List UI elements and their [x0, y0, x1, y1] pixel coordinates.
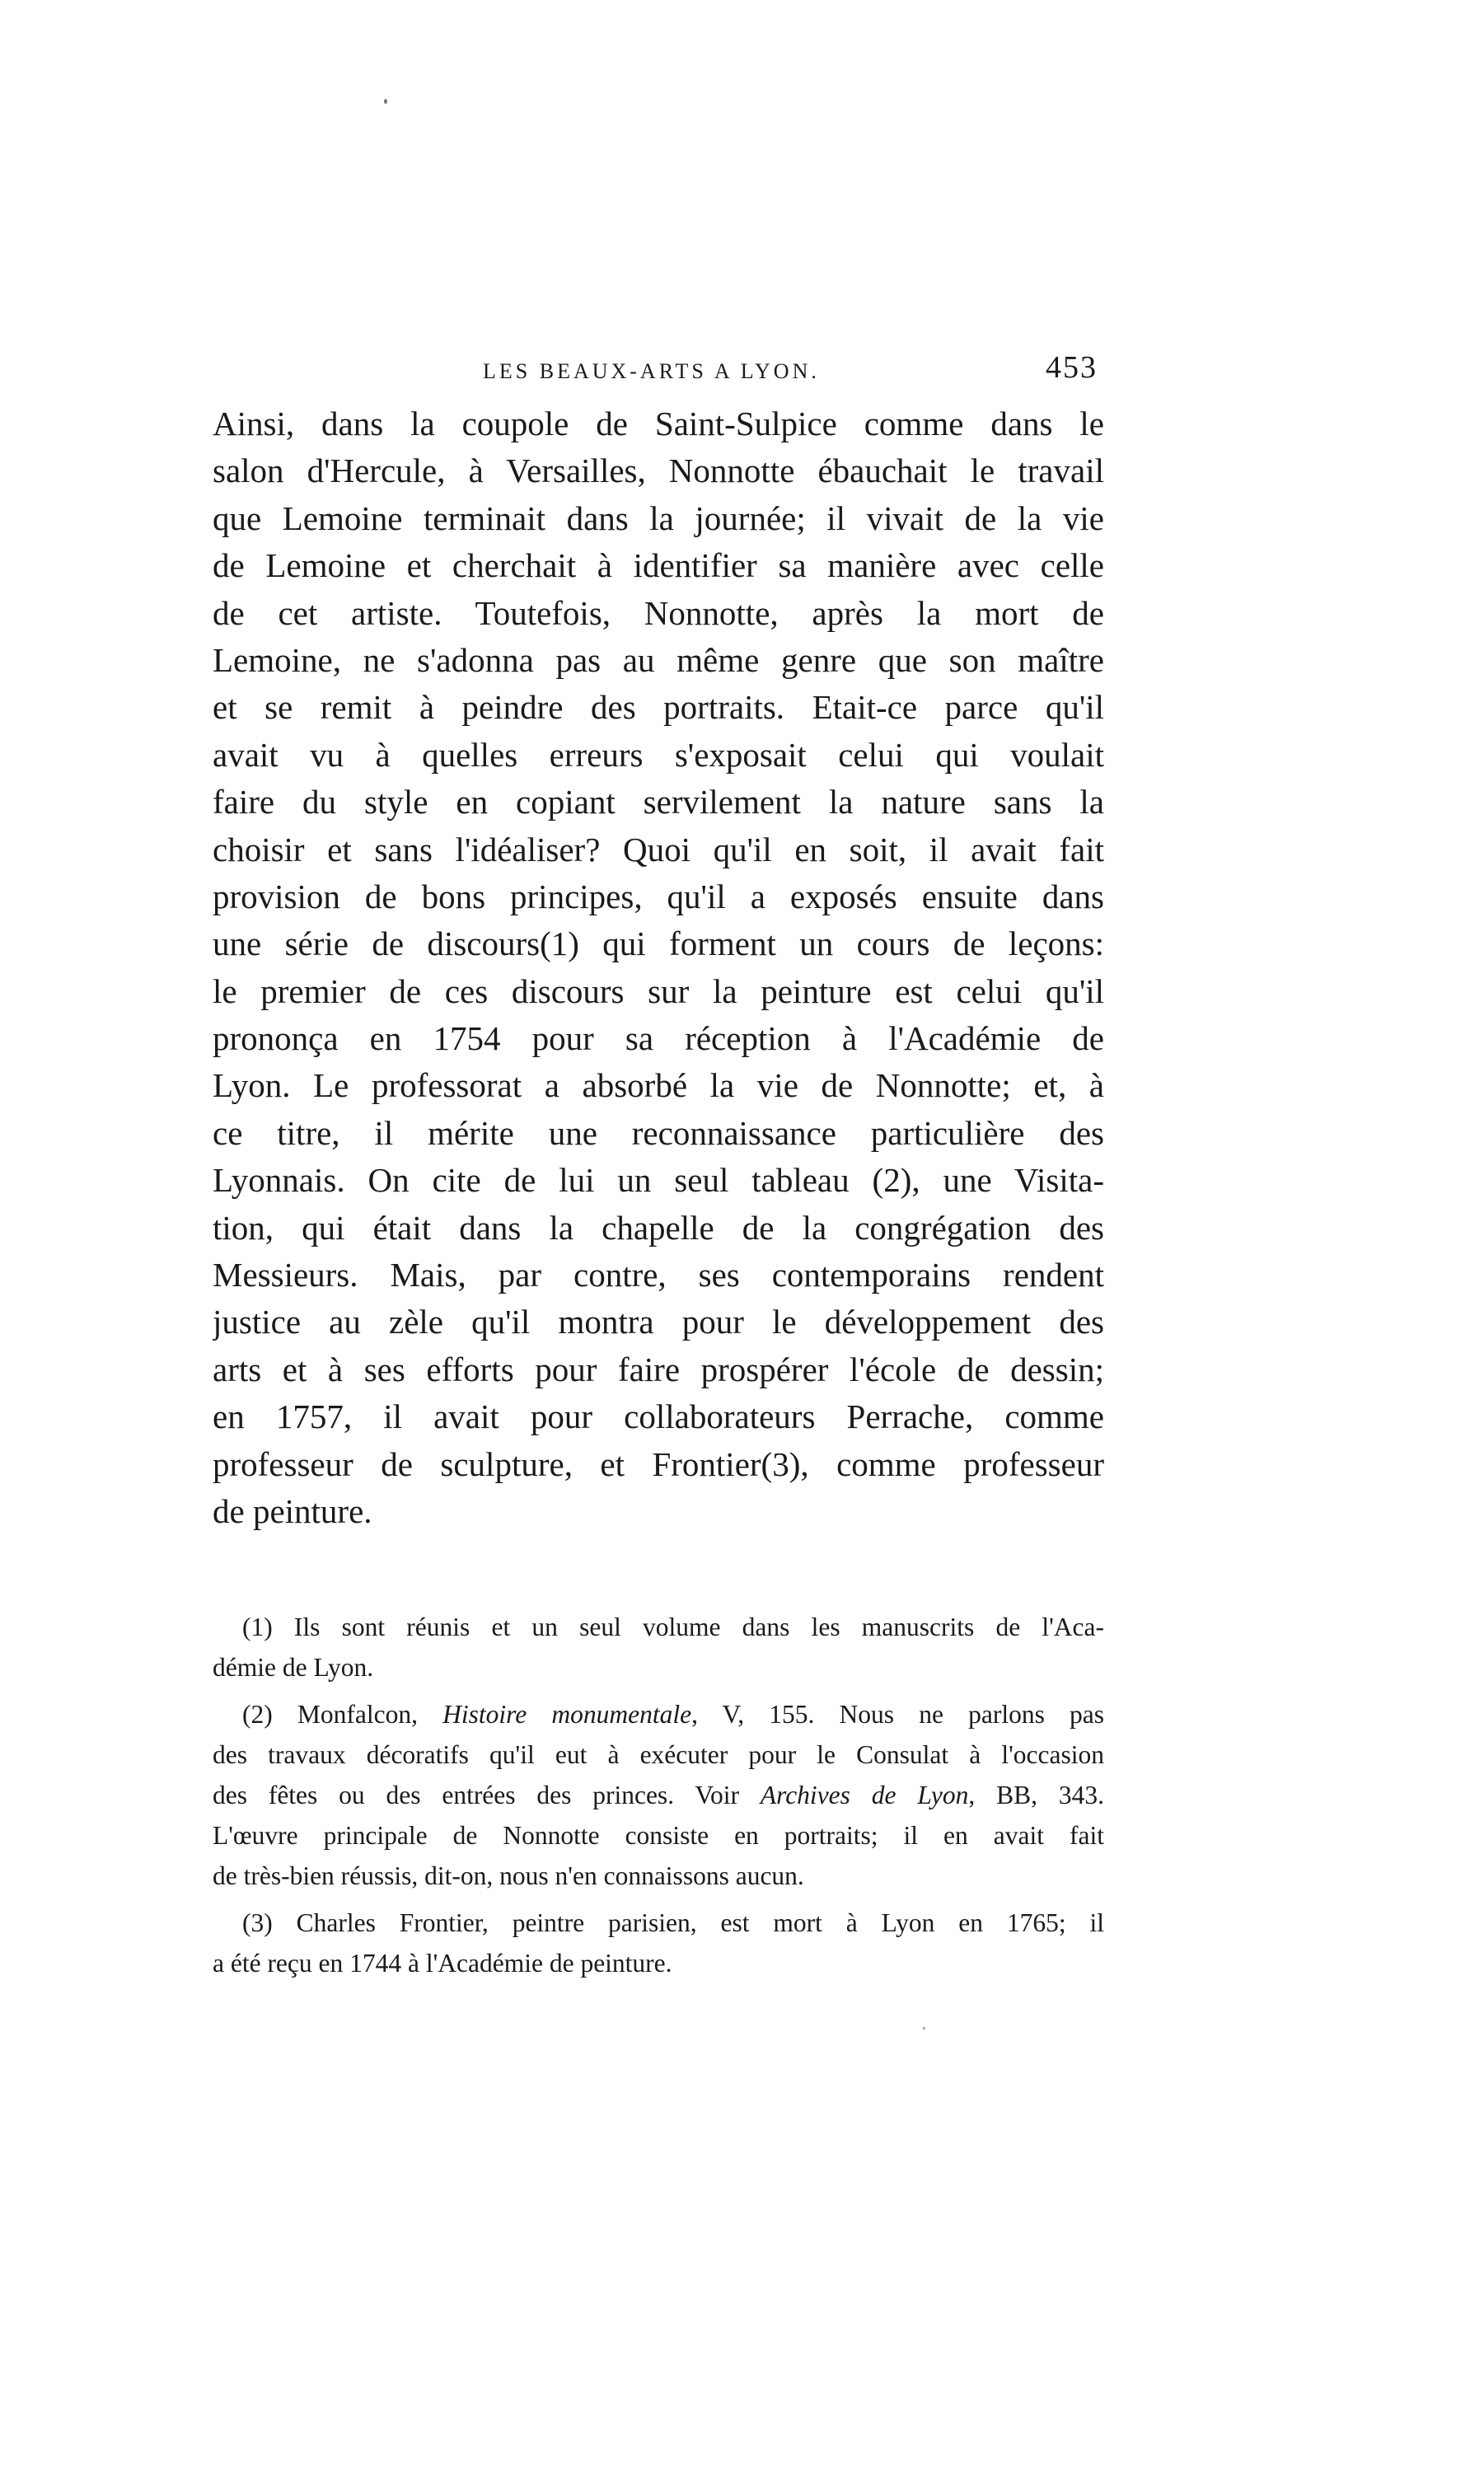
footnote-2-line: L'œuvre principale de Nonnotte consiste en portraits; il en avait fait: [213, 1821, 1104, 1850]
ink-speck: [923, 2027, 925, 2029]
body-line: que Lemoine terminait dans la journée; il vivait de la vie: [213, 499, 1104, 537]
footnote-2-line: [213, 1775, 1104, 1815]
body-line: faire du style en copiant servilement la nature sans la: [213, 783, 1104, 822]
footnote-2-text: , BB, 343.: [968, 1781, 1104, 1809]
body-line: provision de bons principes, qu'il a exposés ensuite dans: [213, 877, 1104, 915]
body-line: Lyonnais. On cite de lui un seul tableau (2), une Visita-: [213, 1161, 1104, 1200]
footnote-2-line: des travaux décoratifs qu'il eut à exécuter pour le Consulat à l'occasion: [213, 1740, 1104, 1769]
footnote-1-line: (1) Ils sont réunis et un seul volume dans les manuscrits de l'Aca-: [242, 1613, 1104, 1641]
body-line: prononça en 1754 pour sa réception à l'Académie de: [213, 1019, 1104, 1058]
body-line: justice au zèle qu'il montra pour le développement des: [213, 1303, 1104, 1341]
footnote-2-source: Archives de Lyon: [760, 1781, 969, 1809]
footnote-3-line: a été reçu en 1744 à l'Académie de peinture.: [213, 1949, 672, 1978]
body-line: ce titre, il mérite une reconnaissance particulière des: [213, 1113, 1104, 1152]
body-line: et se remit à peindre des portraits. Etait-ce parce qu'il: [213, 688, 1104, 727]
body-text: [213, 400, 1104, 1535]
body-line: une série de discours(1) qui forment un cours de leçons:: [213, 925, 1104, 963]
running-head: [213, 349, 1104, 399]
body-line: avait vu à quelles erreurs s'exposait celui qui voulait: [213, 735, 1104, 774]
footnote-2-text: (2) Monfalcon,: [242, 1700, 443, 1729]
footnote-1-line: démie de Lyon.: [213, 1653, 374, 1682]
body-line: Ainsi, dans la coupole de Saint-Sulpice comme dans le: [213, 405, 1104, 442]
footnote-2-title: Histoire monumentale: [442, 1700, 692, 1729]
body-line: choisir et sans l'idéaliser? Quoi qu'il en soit, il avait fait: [213, 830, 1104, 868]
page-number: 453: [1046, 350, 1098, 385]
footnotes: [213, 1607, 1104, 1983]
body-line: Lyon. Le professorat a absorbé la vie de Nonnotte; et, à: [213, 1066, 1104, 1105]
body-line: de cet artiste. Toutefois, Nonnotte, après la mort de: [213, 593, 1104, 632]
body-line: Lemoine, ne s'adonna pas au même genre que son maître: [213, 640, 1104, 679]
footnote-gap: [213, 1688, 1104, 1694]
body-line: de Lemoine et cherchait à identifier sa manière avec celle: [213, 546, 1104, 585]
running-title: LES BEAUX-ARTS A LYON.: [483, 359, 820, 383]
footnote-2-line: de très-bien réussis, dit-on, nous n'en connaissons aucun.: [213, 1861, 804, 1890]
body-line: tion, qui était dans la chapelle de la congrégation des: [213, 1208, 1104, 1247]
footnote-2-line: [213, 1694, 1104, 1734]
footnote-gap: [213, 1896, 1104, 1903]
body-line: Messieurs. Mais, par contre, ses contemporains rendent: [213, 1256, 1104, 1294]
body-line: le premier de ces discours sur la peinture est celui qu'il: [213, 971, 1104, 1010]
footnote-2-text: , V, 155. Nous ne parlons pas: [691, 1700, 1104, 1729]
body-line: salon d'Hercule, à Versailles, Nonnotte ébauchait le travail: [213, 452, 1104, 490]
body-line: professeur de sculpture, et Frontier(3), comme professeur: [213, 1444, 1104, 1483]
footnote-2-text: des fêtes ou des entrées des princes. Voir: [213, 1781, 761, 1809]
ink-speck: [384, 99, 387, 104]
body-line: de peinture.: [213, 1491, 372, 1530]
body-line: arts et à ses efforts pour faire prospérer l'école de dessin;: [213, 1350, 1104, 1388]
body-line: en 1757, il avait pour collaborateurs Perrache, comme: [213, 1397, 1104, 1436]
footnote-3-line: (3) Charles Frontier, peintre parisien, est mort à Lyon en 1765; il: [242, 1908, 1104, 1937]
